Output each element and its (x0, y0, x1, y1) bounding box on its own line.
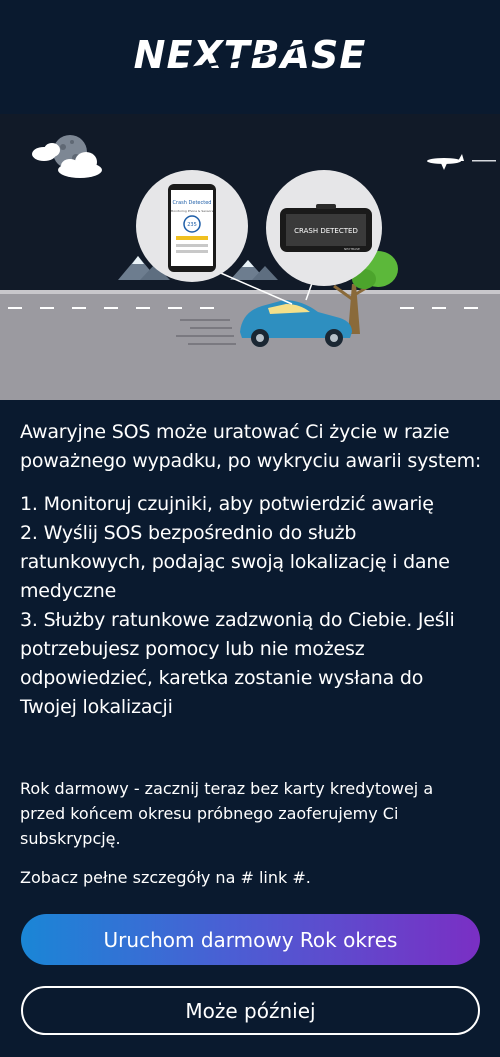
maybe-later-button[interactable] (21, 986, 480, 1035)
sos-description (20, 418, 482, 722)
step-item: 1. Monitoruj czujniki, aby potwierdzić awarię (20, 493, 434, 515)
phone-screen-sub: Monitoring Phone & Sensors (170, 209, 214, 213)
phone-bubble (136, 170, 248, 282)
intro-text: Awaryjne SOS może uratować Ci życie w razie poważnego wypadku, po wykryciu awarii system: (20, 421, 482, 472)
start-free-trial-label: Uruchom darmowy Rok okres (103, 927, 398, 952)
dashcam-screen-text: CRASH DETECTED (294, 227, 358, 235)
phone-screen-count: 235 (187, 222, 197, 228)
step-item: 2. Wyślij SOS bezpośrednio do służb ratunkowych, podając swoją lokalizację i dane medyczne (20, 522, 450, 602)
dashcam-brand-text: NEXTBASE (344, 247, 360, 251)
logo-text: NEXTBASE (133, 33, 367, 77)
details-note: Zobacz pełne szczegóły na # link #. (20, 868, 311, 887)
nextbase-logo (95, 32, 405, 82)
step-item: 3. Służby ratunkowe zadzwonią do Ciebie. Jeśli potrzebujesz pomocy lub nie możesz odpowiedzieć, karetka zostanie wysłana do Twojej lokalizacji (20, 609, 455, 718)
dashcam-bubble (266, 170, 382, 286)
crash-illustration (0, 114, 500, 400)
start-free-trial-button[interactable] (21, 914, 480, 965)
maybe-later-label: Może później (185, 998, 316, 1023)
trial-info (20, 776, 482, 904)
trial-note: Rok darmowy - zacznij teraz bez karty kredytowej a przed końcem okresu próbnego zaoferujemy Ci subskrypcję. (20, 779, 434, 848)
phone-screen-title: Crash Detected (172, 200, 212, 206)
steps-list (20, 490, 482, 722)
app-header (0, 0, 500, 114)
